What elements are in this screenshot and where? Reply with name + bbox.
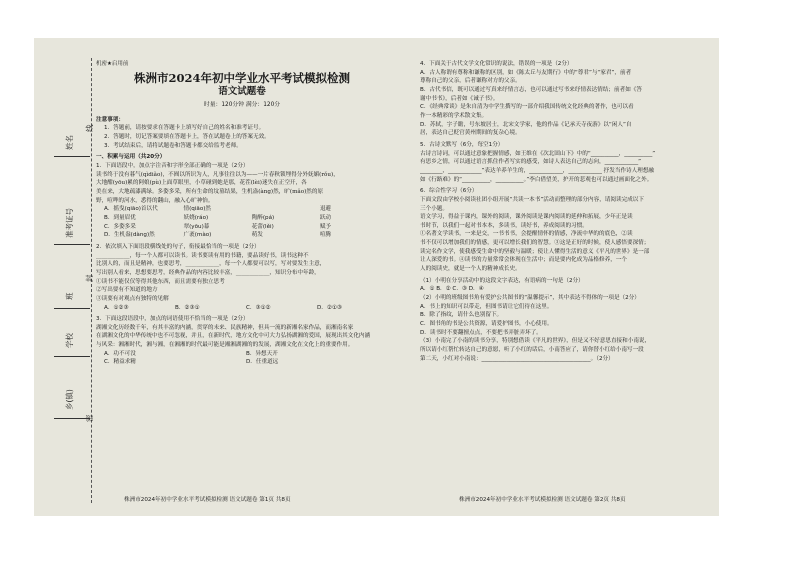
reading-passage: 书时节，以我们一起对书本本，多读书，读好书，养成阅读的习惯。 [420,222,588,229]
line-label: 线 [85,124,94,132]
question-2-text: ____________，每一个人都可以读书。读书要读有用的书籍，要品读好书，读书这种不 [96,252,309,259]
question-2-option-d: D．②①③ [317,304,342,311]
subquestion-1-options: A．① B．② C．③ D．④ [420,286,484,293]
question-3-option-b: B．异想天开 [246,350,278,357]
question-1-option-c: C．多姿多采 翠(yōu)幕 花蕾(lěi) 赋予 [104,223,332,230]
question-2-sentence: ②写出要有不知道的地方 [96,287,158,294]
question-4-text: 作一本精彩的学术散文集。 [420,112,488,119]
question-1-option-b: B．到量眉优 妖娆(ráo) 陶醉(pá) 跃动 [104,214,332,221]
question-2-sentence: ①读书不能仅仅等得其他东西，而且需要有独立思考 [96,278,225,285]
question-3-options-row-1 [96,350,388,359]
question-6-stem: 6．综合性学习（6分） [420,188,478,195]
question-4-text: D．苏轼，字子瞻，号东坡居士，北宋文学家，他的作品《记承天寺夜游》以“闲人”自 [420,121,632,128]
question-6-intro: 三个小题。 [420,205,448,212]
subquestion-3-text: 所以请小红帮忙转达自己的意愿，听了小红的话后，小南答应了，请你替小红给小南写一段 [420,347,644,353]
subquestion-2: （2）小明的班级图书角有爱护公共图书的“温馨提示”，其中表达不得体的一项是（2分） [420,295,640,302]
page-1-footer: 株洲市2024年初中学业水平考试模拟检测 语文试题卷 第1页 共8页 [124,497,291,503]
question-2-sentence: ③读要有对观点有独特的见解 [96,295,169,302]
reading-passage: 语文学习，得益于课内，课外的阅读，课外阅读是课内阅读的延伸和拓展，少年正是读 [420,214,633,221]
exam-title: 株洲市2024年初中学业水平考试模拟检测 [133,70,350,85]
page-2-footer: 株洲市2024年初中学业水平考试模拟检测 语文试题卷 第2页 共8页 [459,497,626,503]
question-3-option-c: C．精益求精 [104,359,136,366]
question-3-text: 湖湘文化历经数千年，有其丰富的内涵，贯穿的未来、民族精神，但具一流的新湘名家作品，而湘南名家 [96,324,354,331]
reading-passage: ①名著文学读书，一来是交，一书书书，会提醒情怀的情感，净流中华的的底色，②读 [420,231,633,238]
note-item: 1．答题前，请按要求在答题卡上填写好自己的姓名和准考证号。 [104,125,265,132]
subquestion-2-option-d: D．读书时不要翻擅点点，不要把书弄脏弄坏了。 [420,329,542,336]
notes-title: 注意事项： [96,116,124,123]
question-2-options [96,304,388,313]
question-4-text: 谢中书书》，后者如《诫子书》。 [420,95,499,102]
question-3-option-d: D．任重道远 [246,359,279,366]
page-2 [420,60,710,500]
name-line [54,156,90,157]
question-2-option-c: C．③①② [246,304,271,311]
question-3-stem: 3．下面这段语段中，加点的词语使用不恰当的一项是（2分） [96,316,249,323]
stamp-label: 密 [85,414,94,422]
school-label: 学校 [65,333,74,348]
class-line [54,308,90,309]
exam-time-score: 时量：120分钟 满分：120分 [203,101,281,108]
question-2-option-b: B．②③① [175,304,200,311]
question-2-text: 写出别人看来，思想要思考，经典作品的内容比较丰富，____________，知识分布中年龄， [96,269,320,276]
reading-passage: 书不仅可以增加我们的情感，更可以增长我们的智慧。③这是正好的时候，使人感悟要深情； [420,240,650,247]
exam-sheet [34,38,719,516]
subquestion-2-option-c: C．图书角的书是公共资源，请爱护图书，小心使用。 [420,321,553,328]
question-4-stem: 4．下面关于古代文学文化常识的说法，错误的一项是（2分） [420,61,573,67]
question-2-option-a: A．①②③ [104,304,129,311]
question-5-text: 有思乡之情，可以通过语言抓住作者写实的感受，如诗人表达自己的志向，____________” [420,159,642,166]
section-1-heading: 一、积累与运用（共20分） [96,154,166,161]
subquestion-3-answer-line: 第二天，小红对小南说：_______________________________________。（2分） [420,355,614,362]
question-4-text: B．古代书信，既可以通过写真来纾情言志，也可以通过写书来纾情表达情结；前者如《答 [420,86,642,93]
page-1 [96,60,388,500]
question-3-text: 在湖湘文化的中华传统中也不可忽视，并且，在新时代，地方文化中可大力弘扬湖湘的爱国，展现出其文化内涵 [96,333,371,340]
note-item: 3．考试结束后，请将试题卷和答题卡都交给监考老师。 [104,142,242,149]
confidential-mark: 机密★启用前 [96,61,129,67]
question-1-text: 大地酣(yōu)累的阿娘(pù)上面草眼里，小草碰到她是那，花茬(lèi)迷失在正空开，各 [96,180,307,187]
question-5-text: 古诗言诗词，可以通过意象把握情感，如王维在《次北固山下》中的“__________，__________” [420,150,656,157]
subquestion-1: （1）小明在分享活动中的这段文字表达，有语病的一句是（2分） [420,277,584,284]
subquestion-2-option-a: A．书上的知识可以带走，但图书请让它们待在这里。 [420,303,553,310]
question-5-text: 如《行路难》的“__________，__________。”李白借望美，护开的悲观也可以通过画面化之外。 [420,176,653,183]
question-4-text: 居，表达自己贬官黄州期间的复杂心境。 [420,130,521,137]
reading-passage: 读完名作文学，使我感受生命中的坚毅与温暖；使让人懂得生活的意义《平凡的世界》是一部 [420,248,650,255]
school-line [54,356,90,357]
exam-no-label: 准考证号 [65,208,74,238]
question-3-options-row-2 [96,358,388,367]
question-1-option-d: D．生机盎(dàng)然 广袤(mào) 萌发 喧腾 [104,232,332,239]
question-6-intro: 下面文段由学校小阅读社团小组开展“共读一本书”活动而整理的部分内容，请阅读完成以下 [420,196,644,203]
question-4-text: C．《经典常谈》是朱自清为中学生撰写的一部介绍我国传统文化经典的著作，也可以看 [420,104,634,111]
question-4-text: A．古人称谓有尊称和谦称的区别，如《陈太丘与友期行》中的“尊君”与“家君”，前者 [420,69,632,76]
question-1-option-a: A．摇曳(qiāo)首以代 情(qiāo)然 退避 [104,206,332,213]
exam-no-line [54,244,90,245]
reading-passage: 人的阅读史，就是一个人的精神成长史。 [420,266,521,273]
question-5-stem: 5．古诗文默写（6分，每空1分） [420,141,504,148]
question-1-text: 野，喧哗的河水，悉得的翻山，融入心旷神怡。 [96,197,214,204]
question-2-stem: 2．依次填入下面语段横线处的句子，衔接最恰当的一项是（2分） [96,243,260,250]
question-3-option-a: A．功不可没 [104,350,136,357]
question-3-text: 与风采：湘湘时代，湘与湘，在湘湘的时代最可能是湘湘湖湘的的发展，湖湘文化在文化上的重要作用。 [96,342,354,349]
question-1-text: 美在来，大地疏漆满绿。多姿多采，所有生命的坟墓结果，生机盎(àng)然，旷(mǎo)然的原 [96,188,324,195]
seal-label: 封 [85,274,94,282]
binding-margin [34,38,94,516]
reading-passage: 让人深爱的书。④读书的力量常常会体现在生活中；而是要内化成为品格修养，一个 [420,257,627,264]
township-line [54,418,90,419]
name-label: 姓名 [65,135,74,150]
question-1-text: 读书终于没有暮气(qìdiǎo)，不囿以所识为人，凡事往往以为——一片春秋锁埋得分外妩媚(rǒu)， [96,171,339,178]
question-4-text: 尊称自己的父亲，后者谦称对方的父亲。 [420,78,521,85]
class-label: 班 [65,292,74,300]
note-item: 2．答题时，切记答案要填在答题卡上，答在试题卷上的答案无效。 [104,134,270,141]
subquestion-2-option-b: B．除了指纹，请什么也别留下。 [420,312,503,319]
township-label: 乡(镇) [65,389,74,410]
question-2-text: 比别人的，而且是精神，也要思考，____________，每一个人都要可以写，写对要发生主意， [96,261,326,268]
exam-subtitle: 语文试题卷 [218,86,266,98]
question-5-text: ________，____________”表达羊养羊生的，____________，____________ 抒发当作诗人理想融 [420,167,655,174]
subquestion-3: （3）小南完了小南的读书分享，特别想借读《平凡的世界》，但是又不好意思直接和小南说， [420,338,651,345]
question-1-stem: 1．下面语段中，加点字注音和字形全部正确的一项是（2分） [96,163,249,170]
